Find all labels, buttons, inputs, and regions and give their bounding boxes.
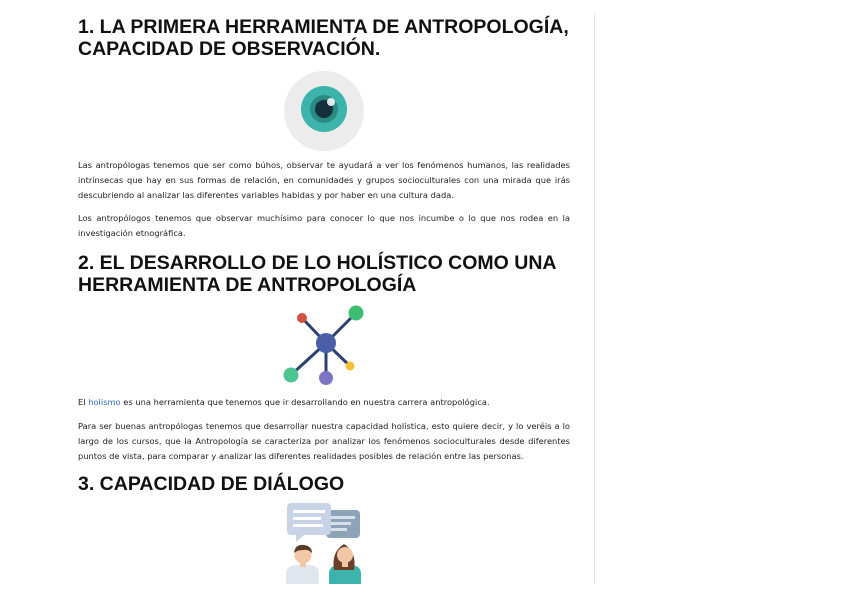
section-2-paragraph-1-prefix: El bbox=[78, 397, 89, 407]
section-1-heading-line1: 1. LA PRIMERA HERRAMIENTA DE ANTROPOLOGÍA, bbox=[78, 16, 569, 38]
section-2-heading-line2: HERRAMIENTA DE ANTROPOLOGÍA bbox=[78, 274, 417, 296]
network-icon bbox=[280, 300, 372, 390]
dialogue-icon bbox=[284, 500, 364, 584]
section-1-paragraph-1: Las antropólogas tenemos que ser como búhos, observar te ayudará a ver los fenómenos humanos, las realidades intrínsecas que hay en sus formas de relación, en comunidades y grupos socioculturales con una mirada que irás descubriendo al analizar las diferentes variables habidas y por haber en una cultura dada. bbox=[78, 160, 570, 200]
section-2-paragraph-1-suffix: es una herramienta que tenemos que ir desarrollando en nuestra carrera antropológica. bbox=[120, 397, 490, 407]
section-2-paragraph-1 bbox=[78, 395, 570, 410]
holismo-link[interactable]: holismo bbox=[88, 397, 121, 407]
section-1-heading-line2: CAPACIDAD DE OBSERVACIÓN. bbox=[78, 38, 381, 60]
column-divider bbox=[594, 14, 595, 584]
section-2-heading-line1: 2. EL DESARROLLO DE LO HOLÍSTICO COMO UNA bbox=[78, 252, 557, 274]
section-3-heading: 3. CAPACIDAD DE DIÁLOGO bbox=[78, 473, 345, 495]
section-1-heading bbox=[78, 16, 570, 60]
section-2-heading bbox=[78, 252, 570, 296]
section-2-paragraph-2: Para ser buenas antropólogas tenemos que desarrollar nuestra capacidad holística, esto quiere decir, y lo veréis a lo largo de los cursos, que la Antropología se caracteriza por analizar los fenómenos socioculturales desde diferentes puntos de vista, para comparar y analizar las diferentes realidades posibles de relación entre las personas. bbox=[78, 421, 570, 461]
section-1-paragraph-2: Los antropólogos tenemos que observar muchísimo para conocer lo que nos incumbe o lo que nos rodea en la investigación etnográfica. bbox=[78, 213, 570, 238]
eye-icon bbox=[283, 70, 365, 152]
